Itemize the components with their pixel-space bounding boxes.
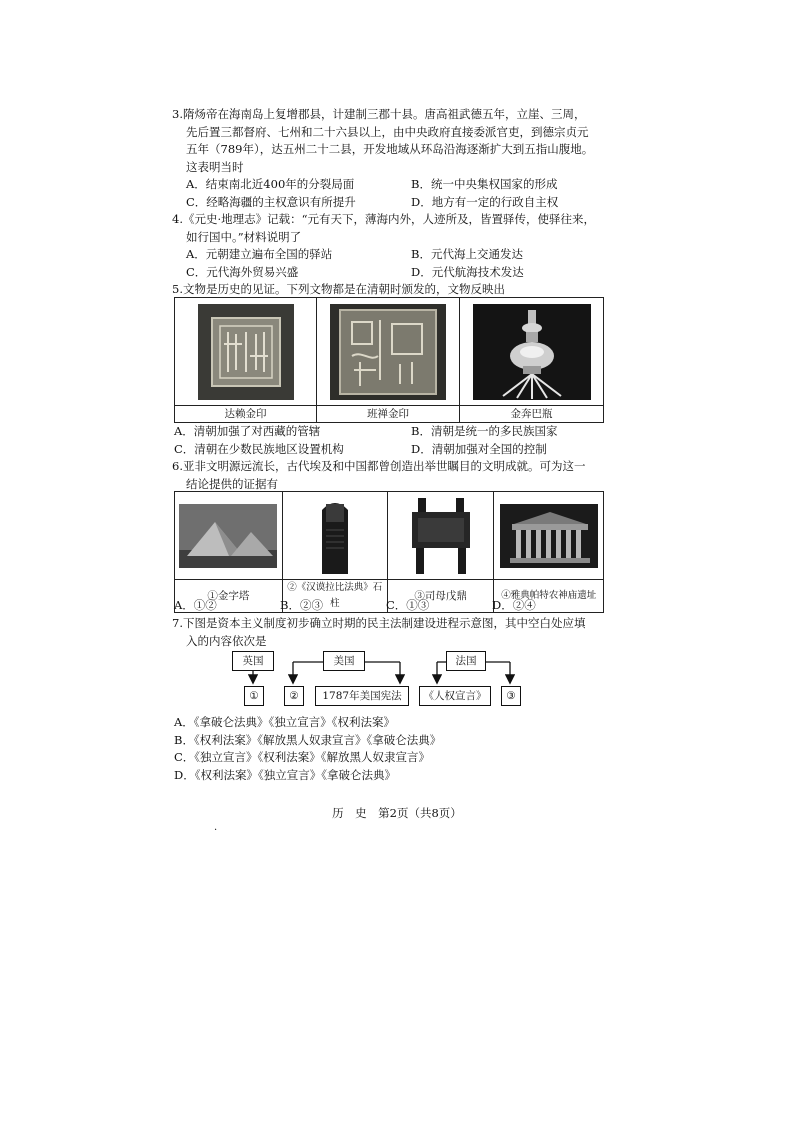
q6-line: 结论提供的证据有: [186, 476, 278, 491]
q3-option-b: B．统一中央集权国家的形成: [411, 177, 558, 191]
france-box: 法国: [446, 651, 486, 671]
q7-option-c: C．《独立宣言》《权利法案》《解放黑人奴隶宣言》: [174, 750, 431, 764]
q5-caption-panchen-seal: 班禅金印: [317, 406, 460, 423]
q5-option-a: A．清朝加强了对西藏的管辖: [174, 424, 321, 438]
q5-line: 5.文物是历史的见证。下列文物都是在清朝时颁发的，文物反映出: [172, 282, 505, 296]
q6-option-a: A．①②: [174, 598, 217, 612]
page-footer: 历 史 第2页（共8页）: [332, 806, 462, 820]
q6-option-c: C．①③: [386, 598, 430, 612]
declaration-box: 《人权宣言》: [419, 686, 491, 706]
q3-option-c: C．经略海疆的主权意识有所提升: [186, 194, 356, 209]
q6-caption-parthenon: ④雅典帕特农神庙遗址: [494, 580, 604, 613]
uk-box: 英国: [232, 651, 274, 671]
q5-option-d: D．清朝加强对全国的控制: [411, 441, 547, 456]
q6-caption-ding: ③司母戊鼎: [387, 580, 493, 613]
q3-line: 先后置三都督府、七州和二十六县以上，由中央政府直接委派官吏，到德宗贞元: [186, 124, 589, 139]
q4-option-c: C．元代海外贸易兴盛: [186, 264, 299, 279]
blank-3-box: ③: [501, 686, 521, 706]
q7-option-a: A．《拿破仑法典》《独立宣言》《权利法案》: [174, 715, 396, 729]
q3-line: 3.隋炀帝在海南岛上复增郡县，计建制三郡十县。唐高祖武德五年，立崖、三周，: [172, 107, 586, 121]
q7-line: 入的内容依次是: [186, 633, 267, 648]
q7-option-d: D．《权利法案》《独立宣言》《拿破仑法典》: [174, 767, 396, 782]
blank-1-box: ①: [244, 686, 264, 706]
q6-option-b: B．②③: [280, 598, 323, 612]
q6-caption-pyramid: ①金字塔: [175, 580, 283, 613]
stray-dot: .: [214, 822, 218, 833]
constitution-box: 1787年美国宪法: [315, 686, 409, 706]
blank-2-box: ②: [284, 686, 304, 706]
q3-line: 这表明当时: [186, 159, 244, 174]
q5-caption-dalai-seal: 达赖金印: [175, 406, 317, 423]
q5-caption-golden-urn: 金奔巴瓶: [460, 406, 604, 423]
q4-line: 如行国中。”材料说明了: [186, 229, 302, 244]
q4-option-a: A．元朝建立遍布全国的驿站: [186, 247, 333, 261]
q4-option-d: D．元代航海技术发达: [411, 264, 524, 279]
q6-option-d: D．②④: [492, 598, 536, 612]
q4-line: 4.《元史·地理志》记载：“元有天下，薄海内外，人迹所及，皆置驿传，使驿往来，: [172, 212, 596, 226]
q7-line: 7.下图是资本主义制度初步确立时期的民主法制建设进程示意图，其中空白处应填: [172, 616, 586, 630]
q3-option-a: A．结束南北近400年的分裂局面: [186, 177, 355, 191]
q4-option-b: B．元代海上交通发达: [411, 247, 523, 261]
q6-caption-hammurabi: ②《汉谟拉比法典》石柱: [282, 580, 387, 613]
q6-line: 6.亚非文明源远流长，古代埃及和中国都曾创造出举世瞩目的文明成就。可为这一: [172, 459, 586, 473]
q5-option-b: B．清朝是统一的多民族国家: [411, 424, 558, 438]
q7-option-b: B．《权利法案》《解放黑人奴隶宣言》《拿破仑法典》: [174, 732, 442, 747]
q5-option-c: C．清朝在少数民族地区设置机构: [174, 441, 344, 456]
q3-option-d: D．地方有一定的行政自主权: [411, 194, 559, 209]
us-box: 美国: [323, 651, 365, 671]
q3-line: 五年（789年），达五州二十二县，开发地域从环岛沿海逐渐扩大到五指山腹地。: [186, 142, 594, 156]
question-7-options: [172, 714, 614, 784]
